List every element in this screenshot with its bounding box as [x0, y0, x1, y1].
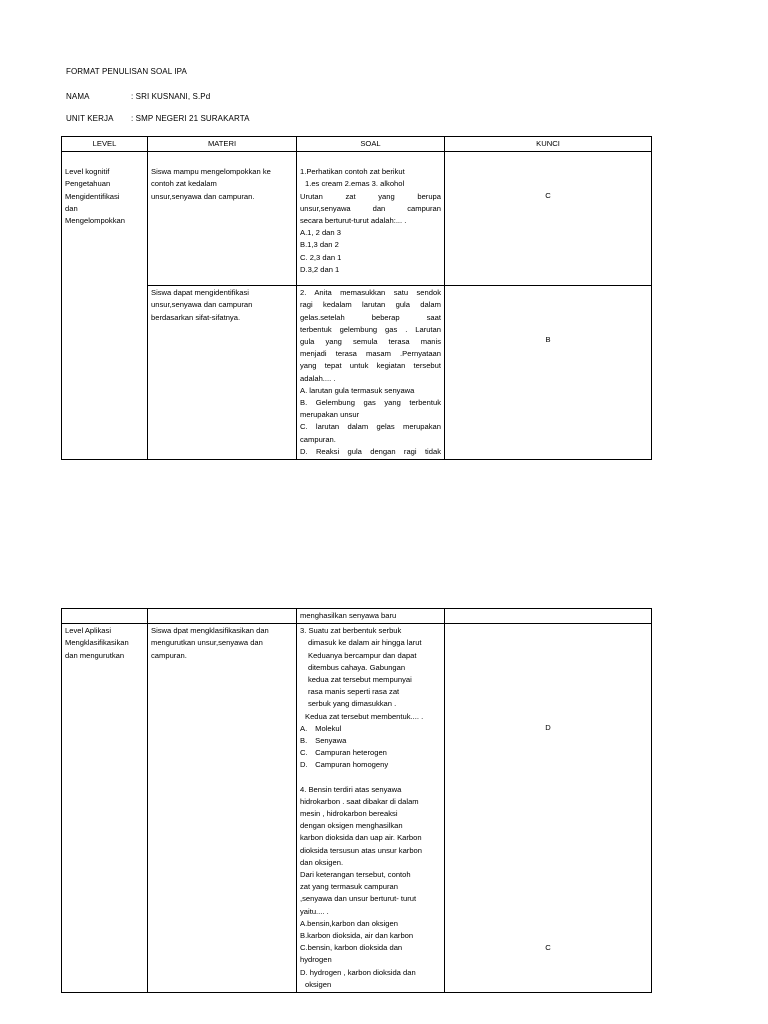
option-letter: C.: [300, 748, 308, 758]
soal-line: dimasuk ke dalam air hingga larut: [308, 638, 422, 648]
materi-line: Siswa mampu mengelompokkan ke: [151, 167, 271, 177]
soal-line: Kedua zat tersebut membentuk.... .: [305, 711, 424, 721]
level-cell: [62, 624, 148, 993]
soal-line: dengan oksigen menghasilkan: [300, 821, 403, 831]
materi-line: contoh zat kedalam: [151, 179, 217, 189]
option-d: D. Reaksi gula dengan ragi tidak: [300, 446, 441, 456]
soal-line: ditembus cahaya. Gabungan: [308, 662, 406, 672]
materi-line: campuran.: [151, 650, 187, 660]
soal-line: yaitu.... .: [300, 906, 329, 916]
soal-line: gelas.setelah beberap saat: [300, 312, 441, 322]
soal-cell-q2: [297, 286, 445, 460]
soal-line: karbon dioksida dan uap air. Karbon: [300, 833, 422, 843]
table-header-row: [62, 137, 652, 152]
nama-value: : SRI KUSNANI, S.Pd: [131, 92, 211, 101]
materi-line: berdasarkan sifat-sifatnya.: [151, 312, 241, 322]
unit-kerja-row: [66, 114, 250, 123]
soal-line: unsur,senyawa dan campuran: [300, 203, 441, 213]
table-row: [62, 624, 652, 993]
option-letter: B.: [300, 736, 308, 746]
soal-line: Keduanya bercampur dan dapat: [308, 650, 417, 660]
soal-line: merupakan unsur: [300, 410, 360, 420]
soal-line: menjadi terasa masam .Pernyataan: [300, 349, 441, 359]
soal-cell-q3-q4: [297, 624, 445, 993]
materi-line: Siswa dpat mengklasifikasikan dan: [151, 626, 269, 636]
soal-line: ragi kedalam larutan gula dalam: [300, 300, 441, 310]
soal-line: yang tepat untuk kegiatan tersebut: [300, 361, 441, 371]
soal-line: mesin , hidrokarbon bereaksi: [300, 809, 398, 819]
option-d: D.3,2 dan 1: [300, 264, 340, 274]
spacer: [445, 624, 651, 722]
nama-label: NAMA: [66, 92, 90, 101]
option-b: [300, 735, 441, 747]
soal-line: terbentuk gelembung gas . Larutan: [300, 324, 441, 334]
answer-key: C: [545, 191, 551, 201]
kunci-cell-q1: [445, 152, 652, 286]
column-header-level: LEVEL: [62, 137, 148, 152]
materi-line: mengurutkan unsur,senyawa dan: [151, 638, 263, 648]
spacer: [445, 734, 651, 942]
unit-kerja-value: : SMP NEGERI 21 SURAKARTA: [131, 114, 250, 123]
level-line: Level Aplikasi: [65, 626, 112, 636]
soal-line: campuran.: [300, 434, 336, 444]
soal-line: ,senyawa dan unsur berturut- turut: [300, 894, 417, 904]
answer-key-q4: C: [545, 943, 551, 953]
carry-over-text: menghasilkan senyawa baru: [300, 611, 397, 620]
level-line: Mengidentifikasi: [65, 191, 120, 201]
soal-line: 1.es cream 2.emas 3. alkohol: [305, 179, 405, 189]
soal-line: serbuk yang dimasukkan .: [308, 699, 397, 709]
option-letter: D.: [300, 760, 308, 770]
question-table-page-2: [61, 608, 652, 993]
option-a: [300, 723, 441, 735]
document-title: FORMAT PENULISAN SOAL IPA: [66, 67, 187, 76]
kunci-cell-q2: [445, 286, 652, 460]
option-d: D. hydrogen , karbon dioksida dan: [300, 967, 416, 977]
carry-over-cell: [297, 609, 445, 624]
table-row: [62, 286, 652, 460]
materi-cell: [148, 624, 297, 993]
soal-line: Dari keterangan tersebut, contoh: [300, 870, 411, 880]
materi-cell-q1: [148, 152, 297, 286]
option-text: Campuran heterogen: [315, 748, 387, 758]
soal-line: adalah.... .: [300, 373, 336, 383]
empty-cell: [148, 609, 297, 624]
option-text: Molekul: [315, 723, 342, 733]
option-b: B.1,3 dan 2: [300, 240, 339, 250]
soal-line: 2. Anita memasukkan satu sendok: [300, 288, 441, 298]
level-line: Pengetahuan: [65, 179, 111, 189]
level-line: Level kognitif: [65, 167, 110, 177]
kunci-cell-q3-q4: [445, 624, 652, 993]
soal-line: dan oksigen.: [300, 857, 344, 867]
option-c: [300, 747, 441, 759]
option-a: A.bensin,karbon dan oksigen: [300, 918, 398, 928]
unit-kerja-label: UNIT KERJA: [66, 114, 114, 123]
soal-line: zat yang termasuk campuran: [300, 882, 398, 892]
materi-line: unsur,senyawa dan campuran: [151, 300, 253, 310]
level-line: dan mengurutkan: [65, 650, 125, 660]
option-text: Campuran homogeny: [315, 760, 389, 770]
option-c: C. larutan dalam gelas merupakan: [300, 422, 441, 432]
empty-cell: [62, 609, 148, 624]
soal-line: kedua zat tersebut mempunyai: [308, 675, 412, 685]
option-a: A.1, 2 dan 3: [300, 228, 341, 238]
option-b: B. Gelembung gas yang terbentuk: [300, 398, 441, 408]
soal-line: rasa manis seperti rasa zat: [308, 687, 400, 697]
level-line: Mengklasifikasikan: [65, 638, 129, 648]
question-table-page-1: [61, 136, 652, 460]
soal-line: hidrokarbon . saat dibakar di dalam: [300, 796, 419, 806]
option-b: B.karbon dioksida, air dan karbon: [300, 931, 414, 941]
soal-line: 4. Bensin terdiri atas senyawa: [300, 784, 402, 794]
table-row: [62, 152, 652, 286]
answer-key: B: [545, 335, 551, 345]
option-d: [300, 759, 441, 771]
soal-line: gula yang semula terasa manis: [300, 337, 441, 347]
column-header-soal: SOAL: [297, 137, 445, 152]
table-row: [62, 609, 652, 624]
soal-cell-q1: [297, 152, 445, 286]
soal-line: Urutan zat yang berupa: [300, 191, 441, 201]
materi-line: Siswa dapat mengidentifikasi: [151, 288, 249, 298]
materi-cell-q2: [148, 286, 297, 460]
option-a: A. larutan gula termasuk senyawa: [300, 385, 415, 395]
spacer: [300, 772, 441, 784]
option-letter: A.: [300, 723, 308, 733]
soal-line: dioksida tersusun atas unsur karbon: [300, 845, 422, 855]
soal-line: oksigen: [305, 979, 332, 989]
soal-line: 3. Suatu zat berbentuk serbuk: [300, 626, 402, 636]
level-line: Mengelompokkan: [65, 216, 125, 226]
option-c: C. 2,3 dan 1: [300, 252, 342, 262]
level-line: dan: [65, 203, 78, 213]
option-text: Senyawa: [315, 736, 347, 746]
column-header-materi: MATERI: [148, 137, 297, 152]
empty-cell: [445, 609, 652, 624]
soal-line: hydrogen: [300, 955, 332, 965]
option-c: C.bensin, karbon dioksida dan: [300, 943, 403, 953]
soal-line: 1.Perhatikan contoh zat berikut: [300, 167, 405, 177]
materi-line: unsur,senyawa dan campuran.: [151, 191, 255, 201]
column-header-kunci: KUNCI: [445, 137, 652, 152]
level-cell: [62, 152, 148, 460]
nama-row: [66, 92, 210, 101]
answer-key-q3: D: [545, 723, 551, 733]
soal-line: secara berturut-turut adalah:... .: [300, 216, 407, 226]
